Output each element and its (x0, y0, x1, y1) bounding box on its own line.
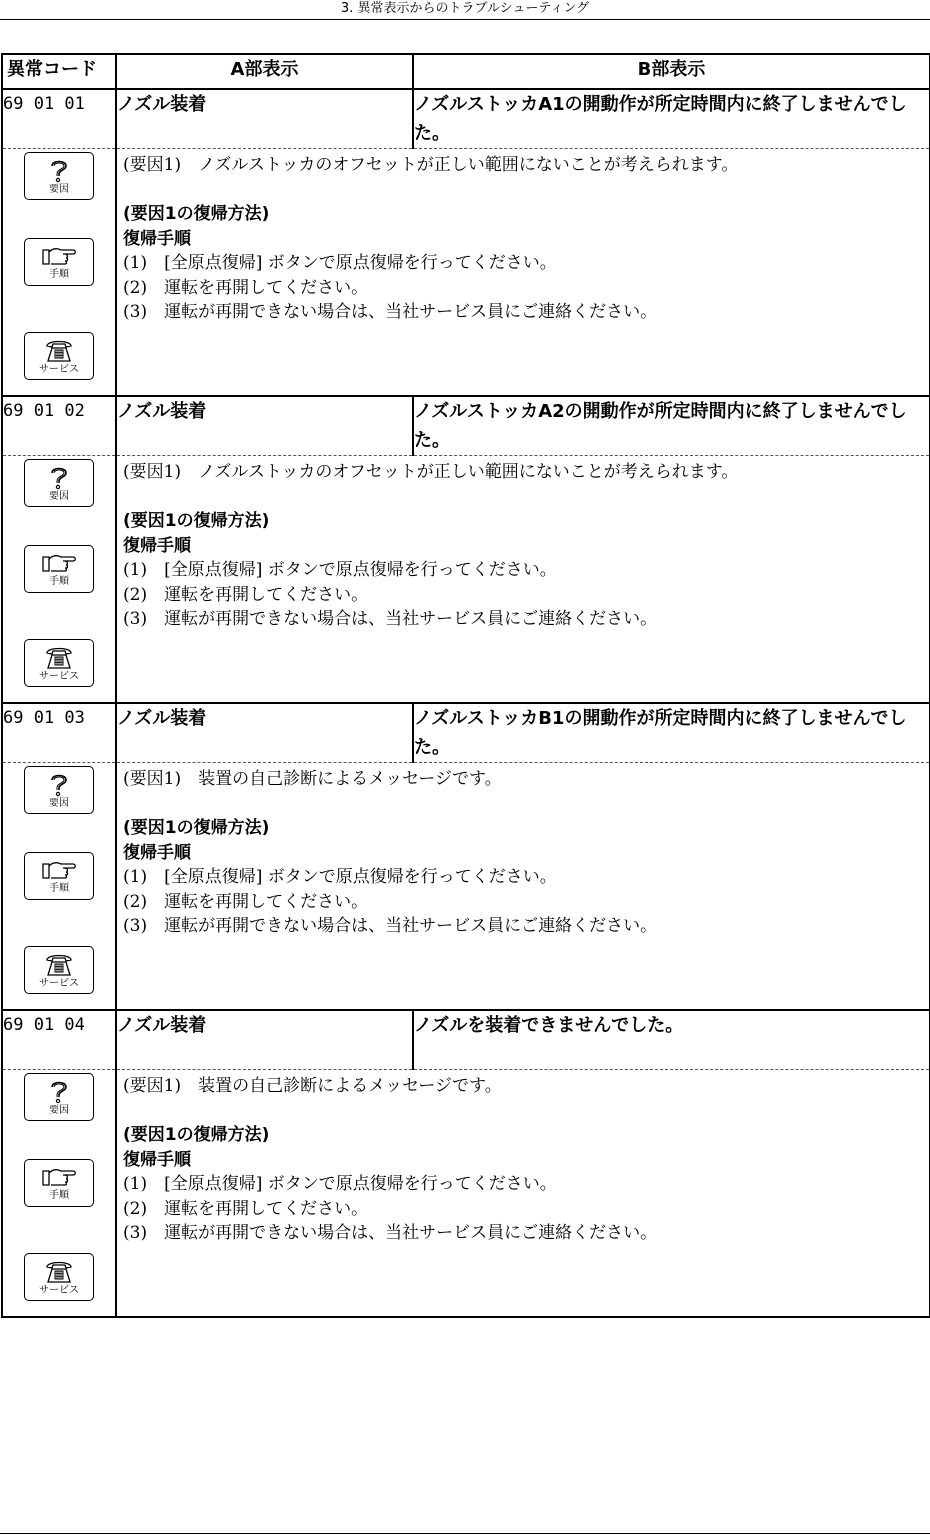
error-code: 69 01 04 (2, 1010, 116, 1070)
a-display: ノズル装着 (116, 703, 413, 763)
b-display: ノズルを装着できませんでした。 (413, 1010, 930, 1070)
procedure-title: 復帰手順 (123, 1149, 191, 1170)
question-icon (44, 771, 74, 797)
step-item: (3) 運転が再開できない場合は、当社サービス員にご連絡ください。 (123, 609, 658, 629)
a-display: ノズル装着 (116, 1010, 413, 1070)
error-code-table (1, 53, 930, 1318)
procedure-icon (24, 852, 94, 900)
cause-icon-label: 要因 (49, 1105, 69, 1116)
a-display: ノズル装着 (116, 396, 413, 456)
b-display: ノズルストッカB1の開動作が所定時間内に終了しませんでした。 (413, 703, 930, 763)
icon-column (2, 149, 116, 397)
error-code: 69 01 01 (2, 89, 116, 149)
recovery-title: (要因1の復帰方法) (123, 1125, 270, 1145)
recovery-title: (要因1の復帰方法) (123, 511, 270, 531)
step-item: (1) [全原点復帰] ボタンで原点復帰を行ってください。 (123, 253, 557, 273)
step-item: (3) 運転が再開できない場合は、当社サービス員にご連絡ください。 (123, 1223, 658, 1243)
step-item: (2) 運転を再開してください。 (123, 584, 369, 605)
service-icon-label: サービス (39, 978, 79, 989)
procedure-icon (24, 238, 94, 286)
step-item: (3) 運転が再開できない場合は、当社サービス員にご連絡ください。 (123, 302, 658, 322)
procedure-title: 復帰手順 (123, 842, 191, 863)
table-row (2, 1010, 930, 1070)
spacer (123, 485, 923, 510)
recovery-title: (要因1の復帰方法) (123, 818, 270, 838)
service-icon-label: サービス (39, 1285, 79, 1296)
step-item: (3) 運転が再開できない場合は、当社サービス員にご連絡ください。 (123, 916, 658, 936)
icon-column (2, 763, 116, 1011)
service-icon (24, 639, 94, 687)
telephone-icon (42, 951, 76, 977)
table-row (2, 396, 930, 456)
cause-icon (24, 459, 94, 507)
b-display: ノズルストッカA2の開動作が所定時間内に終了しませんでした。 (413, 396, 930, 456)
procedure-title: 復帰手順 (123, 228, 191, 249)
procedure-icon (24, 1159, 94, 1207)
service-icon-label: サービス (39, 671, 79, 682)
cause-icon (24, 1073, 94, 1121)
page-header: 3. 異常表示からのトラブルシューティング (340, 1, 590, 16)
telephone-icon (42, 337, 76, 363)
pointing-hand-icon (39, 551, 79, 575)
cause-icon-label: 要因 (49, 184, 69, 195)
question-icon (44, 464, 74, 490)
header-error-code: 異常コード (2, 54, 116, 89)
cause-icon (24, 152, 94, 200)
table-row (2, 703, 930, 763)
icon-column (2, 456, 116, 704)
service-icon (24, 946, 94, 994)
error-code: 69 01 02 (2, 396, 116, 456)
spacer (123, 178, 923, 203)
recovery-title: (要因1の復帰方法) (123, 204, 270, 224)
detail-text (116, 763, 930, 1011)
step-item: (1) [全原点復帰] ボタンで原点復帰を行ってください。 (123, 1174, 557, 1194)
detail-text (116, 149, 930, 397)
a-display: ノズル装着 (116, 89, 413, 149)
procedure-icon (24, 545, 94, 593)
step-item: (1) [全原点復帰] ボタンで原点復帰を行ってください。 (123, 560, 557, 580)
telephone-icon (42, 644, 76, 670)
pointing-hand-icon (39, 244, 79, 268)
procedure-title: 復帰手順 (123, 535, 191, 556)
table-header-row (2, 54, 930, 89)
cause-text: (要因1) ノズルストッカのオフセットが正しい範囲にないことが考えられます。 (123, 462, 739, 482)
b-display: ノズルストッカA1の開動作が所定時間内に終了しませんでした。 (413, 89, 930, 149)
step-item: (2) 運転を再開してください。 (123, 277, 369, 298)
spacer (123, 1099, 923, 1124)
procedure-icon-label: 手順 (49, 269, 69, 280)
table-row (2, 89, 930, 149)
spacer (123, 792, 923, 817)
service-icon (24, 1253, 94, 1301)
step-item: (2) 運転を再開してください。 (123, 1198, 369, 1219)
procedure-icon-label: 手順 (49, 883, 69, 894)
procedure-icon-label: 手順 (49, 1190, 69, 1201)
detail-text (116, 456, 930, 704)
step-item: (2) 運転を再開してください。 (123, 891, 369, 912)
error-code: 69 01 03 (2, 703, 116, 763)
cause-icon (24, 766, 94, 814)
cause-text: (要因1) 装置の自己診断によるメッセージです。 (123, 1076, 502, 1096)
step-item: (1) [全原点復帰] ボタンで原点復帰を行ってください。 (123, 867, 557, 887)
header-a-display: A部表示 (116, 54, 413, 89)
pointing-hand-icon (39, 1165, 79, 1189)
procedure-icon-label: 手順 (49, 576, 69, 587)
header-rule (0, 19, 930, 20)
footer-rule (0, 1533, 930, 1534)
detail-row (2, 149, 930, 397)
header-b-display: B部表示 (413, 54, 930, 89)
service-icon-label: サービス (39, 364, 79, 375)
detail-row (2, 763, 930, 1011)
icon-column (2, 1070, 116, 1318)
telephone-icon (42, 1258, 76, 1284)
cause-text: (要因1) 装置の自己診断によるメッセージです。 (123, 769, 502, 789)
question-icon (44, 157, 74, 183)
service-icon (24, 332, 94, 380)
detail-row (2, 456, 930, 704)
cause-text: (要因1) ノズルストッカのオフセットが正しい範囲にないことが考えられます。 (123, 155, 739, 175)
pointing-hand-icon (39, 858, 79, 882)
detail-row (2, 1070, 930, 1318)
cause-icon-label: 要因 (49, 798, 69, 809)
question-icon (44, 1078, 74, 1104)
cause-icon-label: 要因 (49, 491, 69, 502)
detail-text (116, 1070, 930, 1318)
